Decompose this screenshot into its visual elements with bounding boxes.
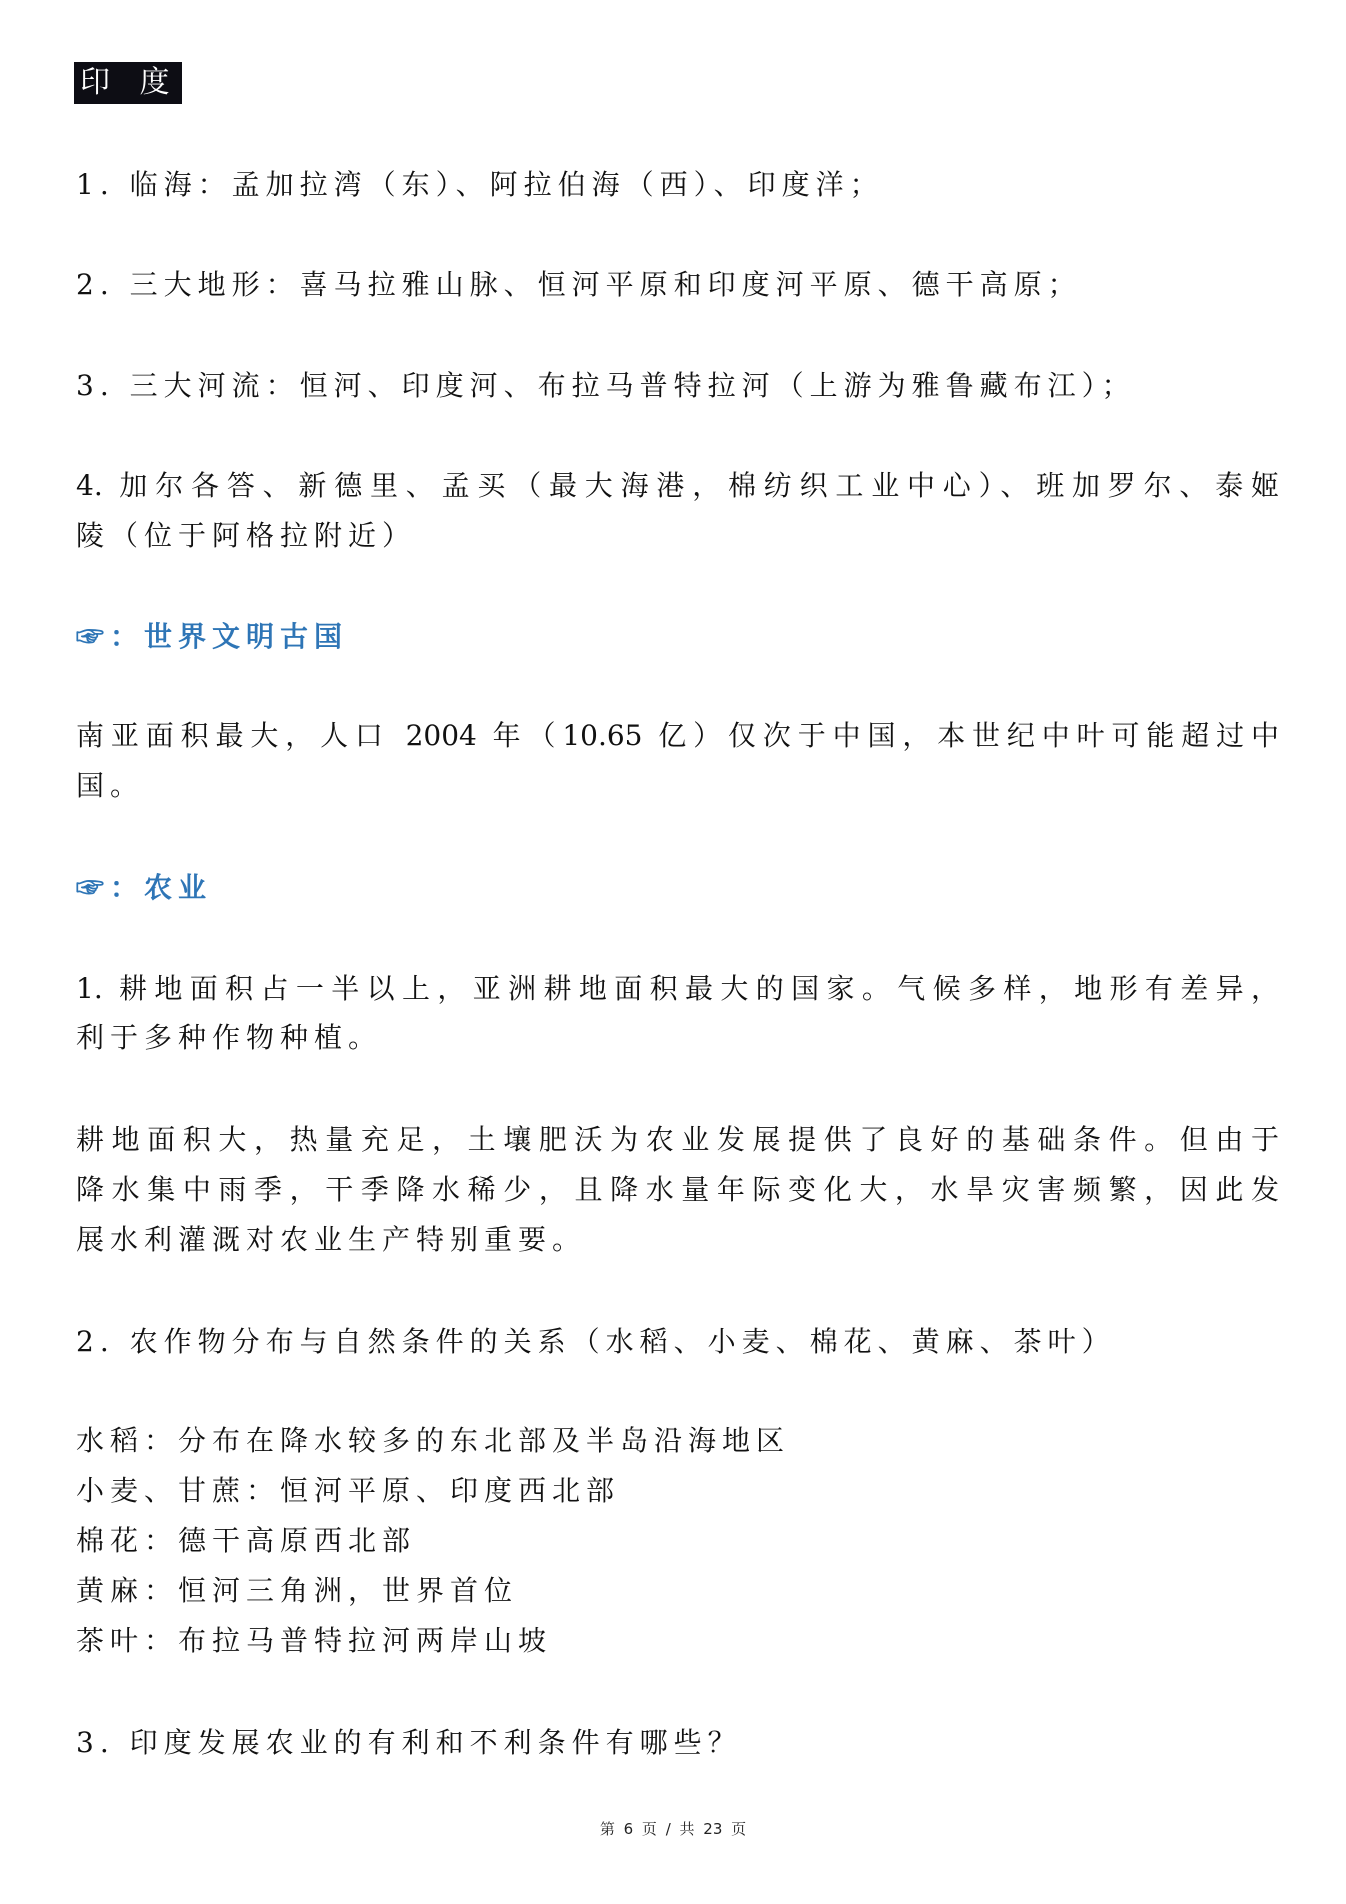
crop-item: 棉花：德干高原西北部 xyxy=(76,1524,417,1557)
crop-item: 小麦、甘蔗：恒河平原、印度西北部 xyxy=(76,1474,621,1507)
page-footer: 第 6 页 / 共 23 页 xyxy=(599,1820,747,1838)
crop-item: 黄麻：恒河三角洲，世界首位 xyxy=(76,1574,519,1607)
list-item: 4. 加尔各答、新德里、孟买（最大海港，棉纺织工业中心）、班加罗尔、泰姬 xyxy=(76,469,1279,502)
list-item: 3. 印度发展农业的有利和不利条件有哪些？ xyxy=(76,1726,742,1759)
paragraph-line: 国。 xyxy=(76,769,145,802)
paragraph-line: 降水集中雨季，干季降水稀少，且降水量年际变化大，水旱灾害频繁，因此发 xyxy=(76,1173,1279,1206)
section-title-agriculture: ☞：农业 xyxy=(76,871,213,904)
list-item: 3. 三大河流：恒河、印度河、布拉马普特拉河（上游为雅鲁藏布江）； xyxy=(76,369,1136,402)
paragraph-line: 利于多种作物种植。 xyxy=(76,1021,383,1054)
list-item: 1. 临海：孟加拉湾（东）、阿拉伯海（西）、印度洋； xyxy=(76,168,884,201)
crop-item: 水稻：分布在降水较多的东北部及半岛沿海地区 xyxy=(76,1424,791,1457)
page-heading: 印 度 xyxy=(74,62,182,104)
list-item: 2. 三大地形：喜马拉雅山脉、恒河平原和印度河平原、德干高原； xyxy=(76,268,1082,301)
section-title-civilization: ☞：世界文明古国 xyxy=(76,620,349,653)
list-item: 陵（位于阿格拉附近） xyxy=(76,519,417,552)
crop-item: 茶叶：布拉马普特拉河两岸山坡 xyxy=(76,1624,553,1657)
list-item: 2. 农作物分布与自然条件的关系（水稻、小麦、棉花、黄麻、茶叶） xyxy=(76,1325,1116,1358)
paragraph-line: 耕地面积大，热量充足，土壤肥沃为农业发展提供了良好的基础条件。但由于 xyxy=(76,1123,1279,1156)
paragraph-line: 展水利灌溉对农业生产特别重要。 xyxy=(76,1223,587,1256)
paragraph-line: 1. 耕地面积占一半以上，亚洲耕地面积最大的国家。气候多样，地形有差异， xyxy=(76,972,1279,1005)
paragraph-line: 南亚面积最大，人口 2004 年（10.65 亿）仅次于中国，本世纪中叶可能超过中 xyxy=(76,719,1279,752)
